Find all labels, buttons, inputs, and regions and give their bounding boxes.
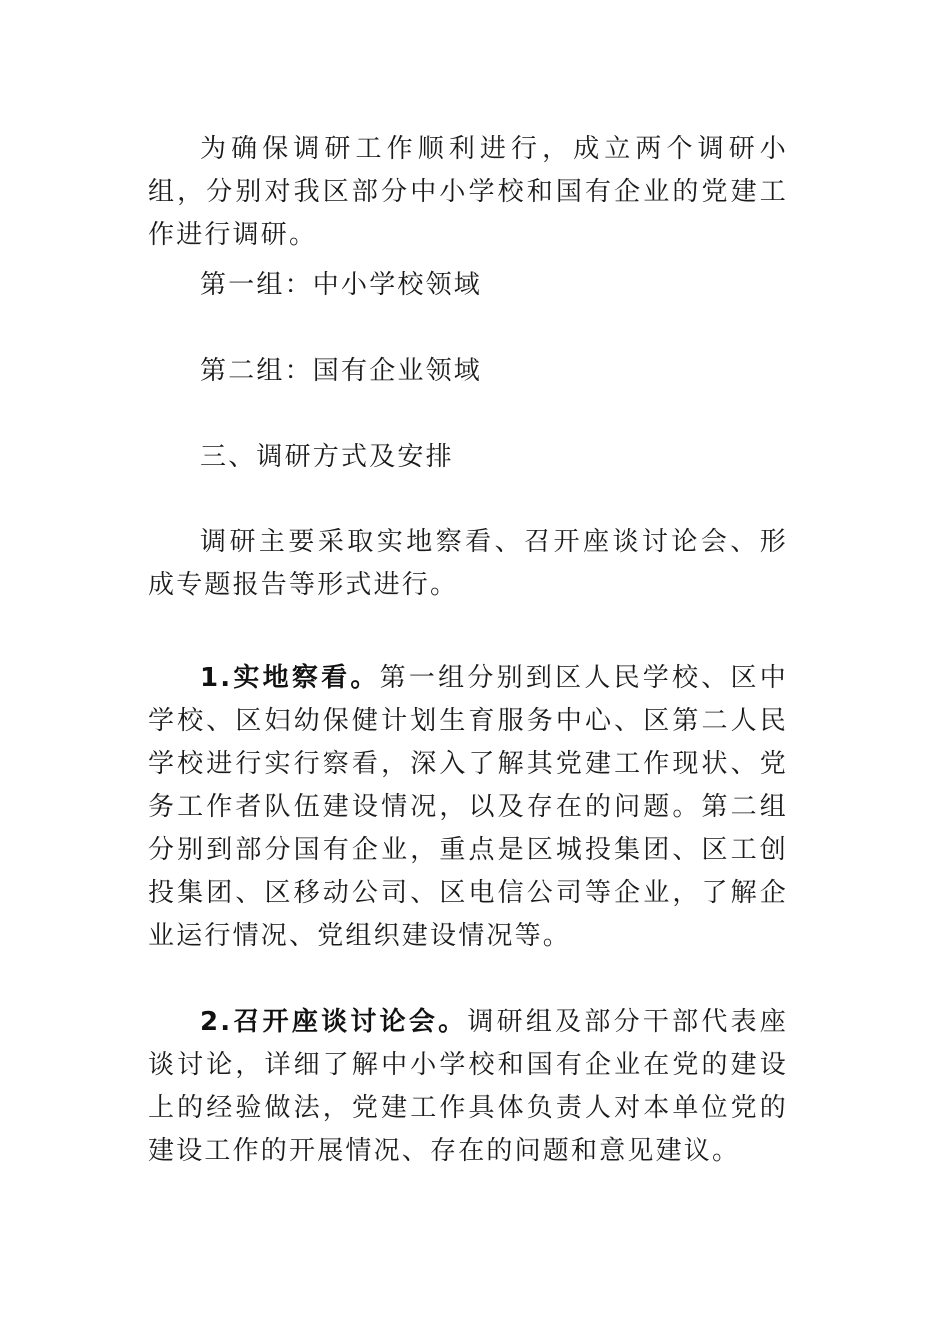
paragraph-text: 为确保调研工作顺利进行，成立两个调研小组，分别对我区部分中小学校和国有企业的党建工作进行调研。 — [148, 134, 788, 250]
paragraph-text: 调研组及部分干部代表座谈讨论，详细了解中小学校和国有企业在党的建设上的经验做法，党建工作具体负责人对本单位党的建设工作的开展情况、存在的问题和意见建议。 — [148, 1007, 789, 1166]
section-heading — [148, 436, 788, 479]
paragraph-group-two — [148, 350, 788, 393]
paragraph-text: 第二组：国有企业领域 — [200, 356, 483, 386]
paragraph-text: 第一组分别到区人民学校、区中学校、区妇幼保健计划生育服务中心、区第二人民学校进行实行察看，深入了解其党建工作现状、党务工作者队伍建设情况，以及存在的问题。第二组分别到部分国有企业，重点是区城投集团、区工创投集团、区移动公司、区电信公司等企业，了解企业运行情况、党组织建设情况等。 — [148, 663, 788, 951]
paragraph-methods — [148, 521, 788, 607]
paragraph-group-one — [148, 264, 788, 307]
paragraph-text: 第一组：中小学校领域 — [200, 270, 483, 300]
paragraph-symposium — [148, 1001, 788, 1173]
paragraph-intro — [148, 128, 788, 257]
paragraph-lead: 1.实地察看。 — [200, 663, 380, 693]
section-heading-text: 三、调研方式及安排 — [200, 442, 454, 472]
paragraph-site-visit — [148, 657, 788, 958]
paragraph-text: 调研主要采取实地察看、召开座谈讨论会、形成专题报告等形式进行。 — [148, 527, 788, 600]
paragraph-lead: 2.召开座谈讨论会。 — [200, 1007, 468, 1037]
